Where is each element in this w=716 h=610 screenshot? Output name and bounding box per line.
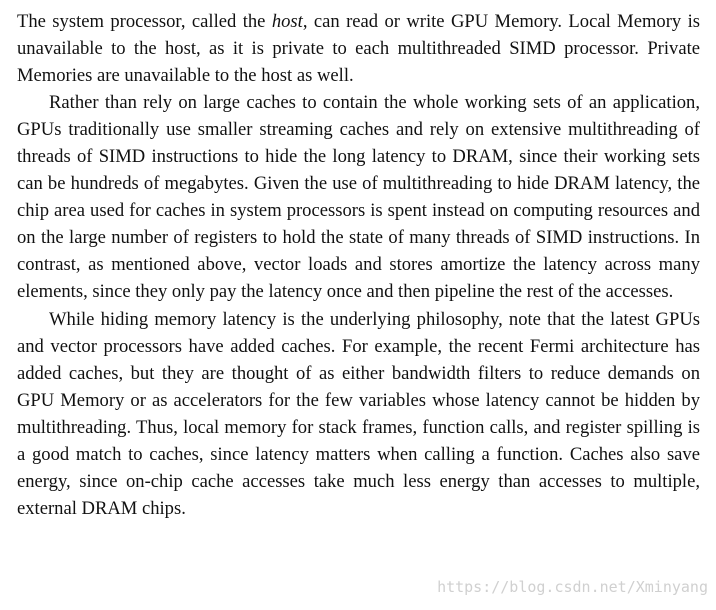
watermark-url: https://blog.csdn.net/Xminyang <box>437 578 708 596</box>
paragraph-1-lead: The system processor, called the <box>17 11 272 32</box>
host-term: host <box>271 11 303 32</box>
paragraph-host-memory <box>17 8 700 89</box>
paragraph-1-rest: , can read or write GPU Memory. Local Memory is unavailable to the host, as it is private to each multithreaded SIMD processor. Private Memories are unavailable to the host as well. <box>17 11 700 87</box>
body-text <box>17 8 700 522</box>
paragraph-latency: While hiding memory latency is the underlying philosophy, note that the latest GPUs and vector processors have added caches. For example, the recent Fermi architecture has added caches, but they are thought of as either bandwidth filters to reduce demands on GPU Memory or as accelerators for the few variables whose latency cannot be hidden by multithreading. Thus, local memory for stack frames, function calls, and register spilling is a good match to caches, since latency matters when calling a function. Caches also save energy, since on-chip cache accesses take much less energy than accesses to multiple, external DRAM chips. <box>17 308 700 519</box>
paragraph-caches: Rather than rely on large caches to contain the whole working sets of an application, GPUs traditionally use smaller streaming caches and rely on extensive multithreading of threads of SIMD instructions to hide the long latency to DRAM, since their working sets can be hundreds of megabytes. Given the use of multithreading to hide DRAM latency, the chip area used for caches in system processors is spent instead on computing resources and on the large number of registers to hold the state of many threads of SIMD instructions. In contrast, as mentioned above, vector loads and stores amortize the latency across many elements, since they only pay the latency once and then pipeline the rest of the accesses. <box>17 92 700 303</box>
